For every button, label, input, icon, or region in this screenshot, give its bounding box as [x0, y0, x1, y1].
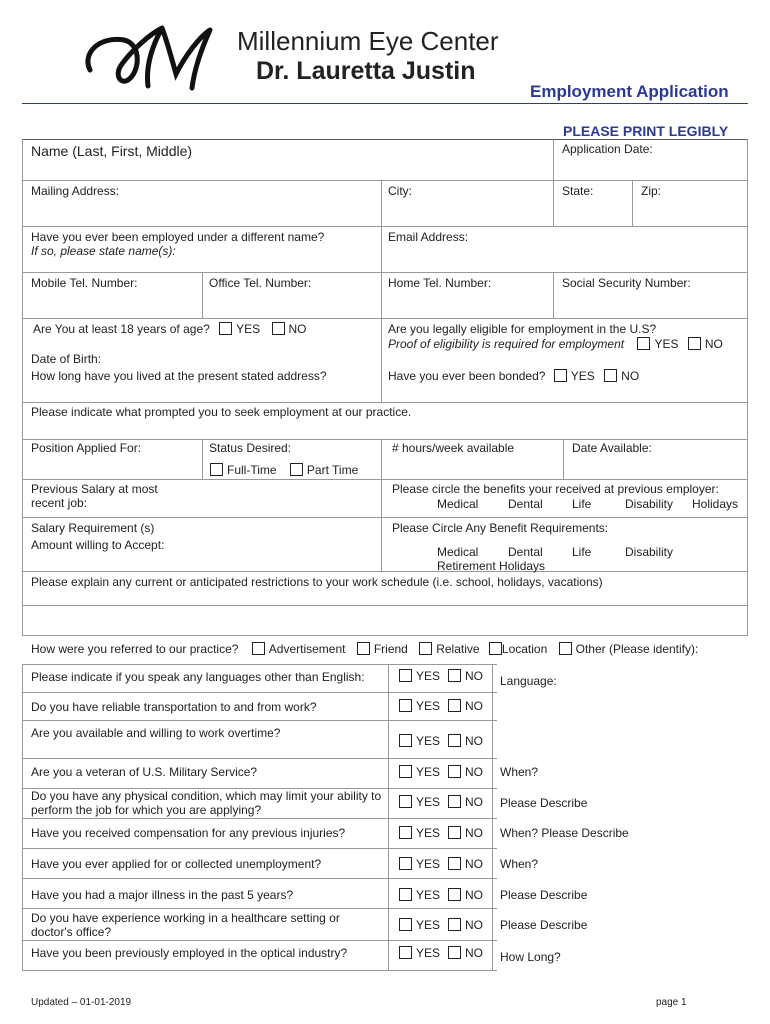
referral-advertisement-checkbox[interactable] — [252, 642, 265, 655]
eligible-question: Are you legally eligible for employment in the U.S? — [388, 322, 657, 336]
yes-label: YES — [416, 826, 441, 840]
yes-checkbox[interactable] — [399, 765, 412, 778]
bonded-question: Have you ever been bonded? — [388, 369, 546, 383]
follow-major-illness: Please Describe — [500, 888, 588, 902]
no-label: NO — [465, 888, 484, 902]
yes-checkbox[interactable] — [399, 795, 412, 808]
yes-label: YES — [416, 946, 441, 960]
benefit-req-life[interactable]: Life — [572, 545, 592, 559]
eligible-no-label: NO — [704, 337, 723, 351]
age-yes-checkbox[interactable] — [219, 322, 232, 335]
referral-question: How were you referred to our practice? — [31, 642, 239, 656]
eligible-no-checkbox[interactable] — [688, 337, 701, 350]
yn-healthcare-experience — [399, 918, 483, 932]
doctor-name: Dr. Lauretta Justin — [256, 57, 476, 85]
yn-physical-condition — [399, 795, 483, 809]
question-transportation: Do you have reliable transportation to and from work? — [31, 700, 317, 714]
office-label: Office Tel. Number: — [209, 276, 312, 290]
yes-label: YES — [416, 918, 441, 932]
no-checkbox[interactable] — [448, 765, 461, 778]
date-available-label: Date Available: — [572, 441, 652, 455]
benefit-prev-dental[interactable]: Dental — [508, 497, 543, 511]
referral-other-checkbox[interactable] — [559, 642, 572, 655]
mailing-address-label: Mailing Address: — [31, 184, 120, 198]
no-checkbox[interactable] — [448, 918, 461, 931]
bonded-no-checkbox[interactable] — [604, 369, 617, 382]
benefit-prev-holidays[interactable]: Holidays — [692, 497, 739, 511]
yes-checkbox[interactable] — [399, 669, 412, 682]
eligible-note: Proof of eligibility is required for employment — [388, 337, 625, 351]
age-question-row — [33, 322, 307, 336]
yn-transportation — [399, 699, 483, 713]
benefit-prev-disability[interactable]: Disability — [625, 497, 674, 511]
eligible-yes-label: YES — [654, 337, 679, 351]
yn-veteran — [399, 765, 483, 779]
print-note: PLEASE PRINT LEGIBLY — [563, 123, 729, 139]
hours-label: # hours/week available — [392, 441, 515, 455]
benefit-req-medical[interactable]: Medical — [437, 545, 479, 559]
state-label: State: — [562, 184, 594, 198]
referral-row — [31, 642, 698, 656]
yn-unemployment — [399, 857, 483, 871]
follow-veteran: When? — [500, 765, 539, 779]
follow-unemployment: When? — [500, 857, 539, 871]
no-label: NO — [465, 765, 484, 779]
yes-label: YES — [416, 669, 441, 683]
bonded-yes-label: YES — [570, 369, 595, 383]
page-number: page 1 — [656, 997, 687, 1008]
updated-date: Updated – 01-01-2019 — [31, 997, 132, 1008]
question-veteran: Are you a veteran of U.S. Military Service? — [31, 765, 258, 779]
no-checkbox[interactable] — [448, 826, 461, 839]
question-major-illness: Have you had a major illness in the past 5 years? — [31, 888, 294, 902]
no-label: NO — [465, 795, 484, 809]
age-question: Are You at least 18 years of age? — [33, 322, 210, 336]
no-label: NO — [465, 946, 484, 960]
eligible-note-row — [388, 337, 723, 351]
question-physical-condition: Do you have any physical condition, which may limit your ability to perform the job for which you are applying? — [31, 789, 382, 817]
benefit-prev-medical[interactable]: Medical — [437, 497, 479, 511]
follow-healthcare-experience: Please Describe — [500, 918, 588, 932]
header-rule — [22, 103, 748, 104]
referral-friend-checkbox[interactable] — [357, 642, 370, 655]
application-date-label: Application Date: — [562, 142, 653, 156]
restrictions-label: Please explain any current or anticipated restrictions to your work schedule (i.e. school, holidays, vacations) — [31, 575, 603, 589]
circle-benefits-label: Please circle the benefits your received at previous employer: — [392, 482, 719, 496]
yes-label: YES — [416, 888, 441, 902]
bonded-no-label: NO — [621, 369, 640, 383]
part-time-checkbox[interactable] — [290, 463, 303, 476]
referral-location-checkbox[interactable] — [489, 642, 502, 655]
millennium-logo — [80, 14, 220, 94]
referral-advertisement-label: Advertisement — [268, 642, 346, 656]
status-label: Status Desired: — [209, 441, 292, 455]
yes-checkbox[interactable] — [399, 918, 412, 931]
status-options — [210, 463, 358, 477]
ssn-label: Social Security Number: — [562, 276, 691, 290]
eligible-yes-checkbox[interactable] — [637, 337, 650, 350]
full-time-checkbox[interactable] — [210, 463, 223, 476]
yn-major-illness — [399, 888, 483, 902]
yes-checkbox[interactable] — [399, 857, 412, 870]
position-label: Position Applied For: — [31, 441, 142, 455]
yes-checkbox[interactable] — [399, 734, 412, 747]
no-checkbox[interactable] — [448, 734, 461, 747]
follow-compensation: When? Please Describe — [500, 826, 629, 840]
yes-label: YES — [416, 857, 441, 871]
question-healthcare-experience: Do you have experience working in a healthcare setting or doctor's office? — [31, 911, 340, 939]
question-optical-industry: Have you been previously employed in the optical industry? — [31, 946, 348, 960]
yes-checkbox[interactable] — [399, 888, 412, 901]
referral-relative-checkbox[interactable] — [419, 642, 432, 655]
no-label: NO — [465, 857, 484, 871]
follow-physical-condition: Please Describe — [500, 796, 588, 810]
benefit-prev-life[interactable]: Life — [572, 497, 592, 511]
yes-label: YES — [416, 699, 441, 713]
yes-checkbox[interactable] — [399, 826, 412, 839]
no-checkbox[interactable] — [448, 888, 461, 901]
email-label: Email Address: — [388, 230, 469, 244]
follow-optical-industry: How Long? — [500, 950, 561, 964]
part-time-label: Part Time — [306, 463, 359, 477]
question-compensation: Have you received compensation for any previous injuries? — [31, 826, 346, 840]
form-title: Employment Application — [530, 82, 729, 101]
no-checkbox[interactable] — [448, 946, 461, 959]
previous-salary-label: Previous Salary at most recent job: — [31, 482, 158, 510]
practice-name: Millennium Eye Center — [237, 26, 499, 56]
yn-overtime — [399, 734, 483, 748]
full-time-label: Full-Time — [227, 463, 277, 477]
age-no-label: NO — [288, 322, 307, 336]
yes-label: YES — [416, 765, 441, 779]
amount-label: Amount willing to Accept: — [31, 538, 165, 552]
yes-label: YES — [416, 795, 441, 809]
mobile-label: Mobile Tel. Number: — [31, 276, 138, 290]
name-field-label: Name (Last, First, Middle) — [31, 143, 193, 159]
bonded-row — [388, 369, 639, 383]
city-label: City: — [388, 184, 412, 198]
home-label: Home Tel. Number: — [388, 276, 492, 290]
question-languages: Please indicate if you speak any languages other than English: — [31, 670, 365, 684]
prompted-label: Please indicate what prompted you to seek employment at our practice. — [31, 405, 412, 419]
different-name-note: If so, please state name(s): — [31, 244, 176, 258]
bonded-yes-checkbox[interactable] — [554, 369, 567, 382]
age-no-checkbox[interactable] — [272, 322, 285, 335]
age-yes-label: YES — [236, 322, 261, 336]
yn-languages — [399, 669, 483, 683]
benefit-req-disability[interactable]: Disability — [625, 545, 674, 559]
salary-requirement-label: Salary Requirement (s) — [31, 521, 155, 535]
question-overtime: Are you available and willing to work overtime? — [31, 726, 281, 740]
no-label: NO — [465, 918, 484, 932]
zip-label: Zip: — [641, 184, 662, 198]
no-label: NO — [465, 734, 484, 748]
question-unemployment: Have you ever applied for or collected unemployment? — [31, 857, 322, 871]
no-label: NO — [465, 826, 484, 840]
no-checkbox[interactable] — [448, 699, 461, 712]
referral-relative-label: Relative — [436, 642, 480, 656]
no-label: NO — [465, 699, 484, 713]
yn-compensation — [399, 826, 483, 840]
referral-location-label: Location — [501, 642, 548, 656]
referral-friend-label: Friend — [373, 642, 408, 656]
benefit-req-dental[interactable]: Dental — [508, 545, 543, 559]
how-long-label: How long have you lived at the present stated address? — [31, 369, 327, 383]
yn-optical-industry — [399, 946, 483, 960]
benefit-req-line2[interactable]: Retirement Holidays — [437, 559, 546, 573]
dob-label: Date of Birth: — [31, 352, 102, 366]
no-checkbox[interactable] — [448, 857, 461, 870]
no-checkbox[interactable] — [448, 669, 461, 682]
follow-languages: Language: — [500, 674, 557, 688]
circle-requirements-label: Please Circle Any Benefit Requirements: — [392, 521, 609, 535]
yes-checkbox[interactable] — [399, 946, 412, 959]
no-label: NO — [465, 669, 484, 683]
different-name-question: Have you ever been employed under a different name? — [31, 230, 325, 244]
yes-checkbox[interactable] — [399, 699, 412, 712]
yes-label: YES — [416, 734, 441, 748]
referral-other-label: Other (Please identify): — [575, 642, 699, 656]
no-checkbox[interactable] — [448, 795, 461, 808]
